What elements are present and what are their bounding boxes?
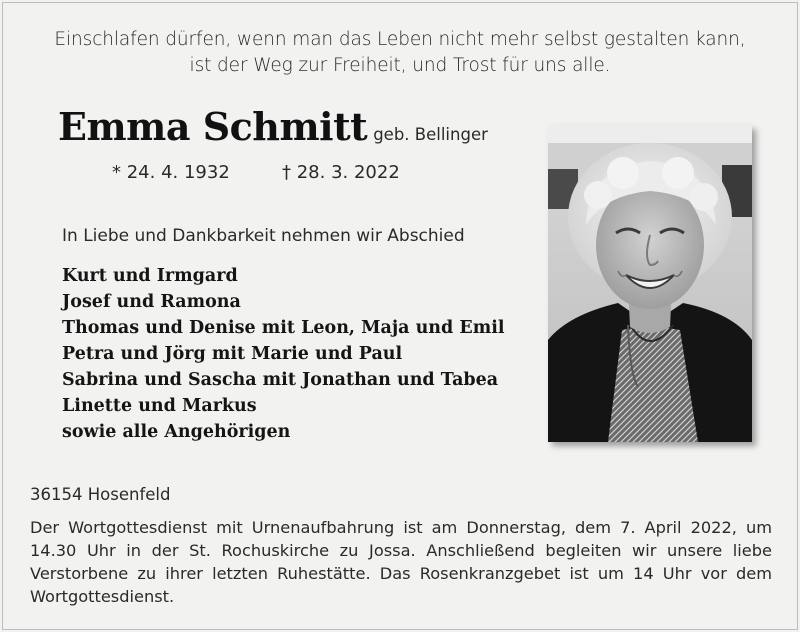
deceased-name-row — [58, 104, 488, 149]
mourner-item: sowie alle Angehörigen — [62, 422, 291, 442]
service-announcement — [30, 516, 772, 608]
service-line: Wortgottesdienst. — [30, 587, 175, 606]
service-line: Der Wortgottesdienst mit Urnenaufbahrung ist am Donnerstag, dem 7. April 2022, um — [30, 518, 772, 537]
motto-quote — [0, 27, 800, 79]
town-line: 36154 Hosenfeld — [30, 485, 171, 504]
motto-line-1: Einschlafen dürfen, wenn man das Leben nicht mehr selbst gestalten kann, — [54, 29, 746, 50]
deceased-name: Emma Schmitt — [58, 104, 368, 149]
mourner-item: Linette und Markus — [62, 396, 257, 416]
portrait-photo — [548, 125, 752, 442]
service-line: Verstorbene zu ihrer letzten Ruhestätte. Das Rosenkranzgebet ist um 14 Uhr vor dem — [30, 564, 772, 583]
motto-line-2: ist der Weg zur Freiheit, und Trost für uns alle. — [189, 55, 611, 76]
birth-date: * 24. 4. 1932 — [112, 162, 230, 183]
death-date: † 28. 3. 2022 — [282, 162, 400, 183]
mourner-item: Kurt und Irmgard — [62, 266, 238, 286]
farewell-line: In Liebe und Dankbarkeit nehmen wir Abschied — [62, 226, 465, 246]
mourners-list — [62, 263, 505, 445]
mourner-item: Josef und Ramona — [62, 292, 241, 312]
mourner-item: Thomas und Denise mit Leon, Maja und Emil — [62, 318, 505, 338]
service-line: 14.30 Uhr in der St. Rochuskirche zu Jossa. Anschließend begleiten wir unsere liebe — [30, 541, 772, 560]
mourner-item: Petra und Jörg mit Marie und Paul — [62, 344, 403, 364]
mourner-item: Sabrina und Sascha mit Jonathan und Tabea — [62, 370, 499, 390]
portrait-illustration — [548, 125, 752, 442]
maiden-name: geb. Bellinger — [373, 125, 488, 144]
